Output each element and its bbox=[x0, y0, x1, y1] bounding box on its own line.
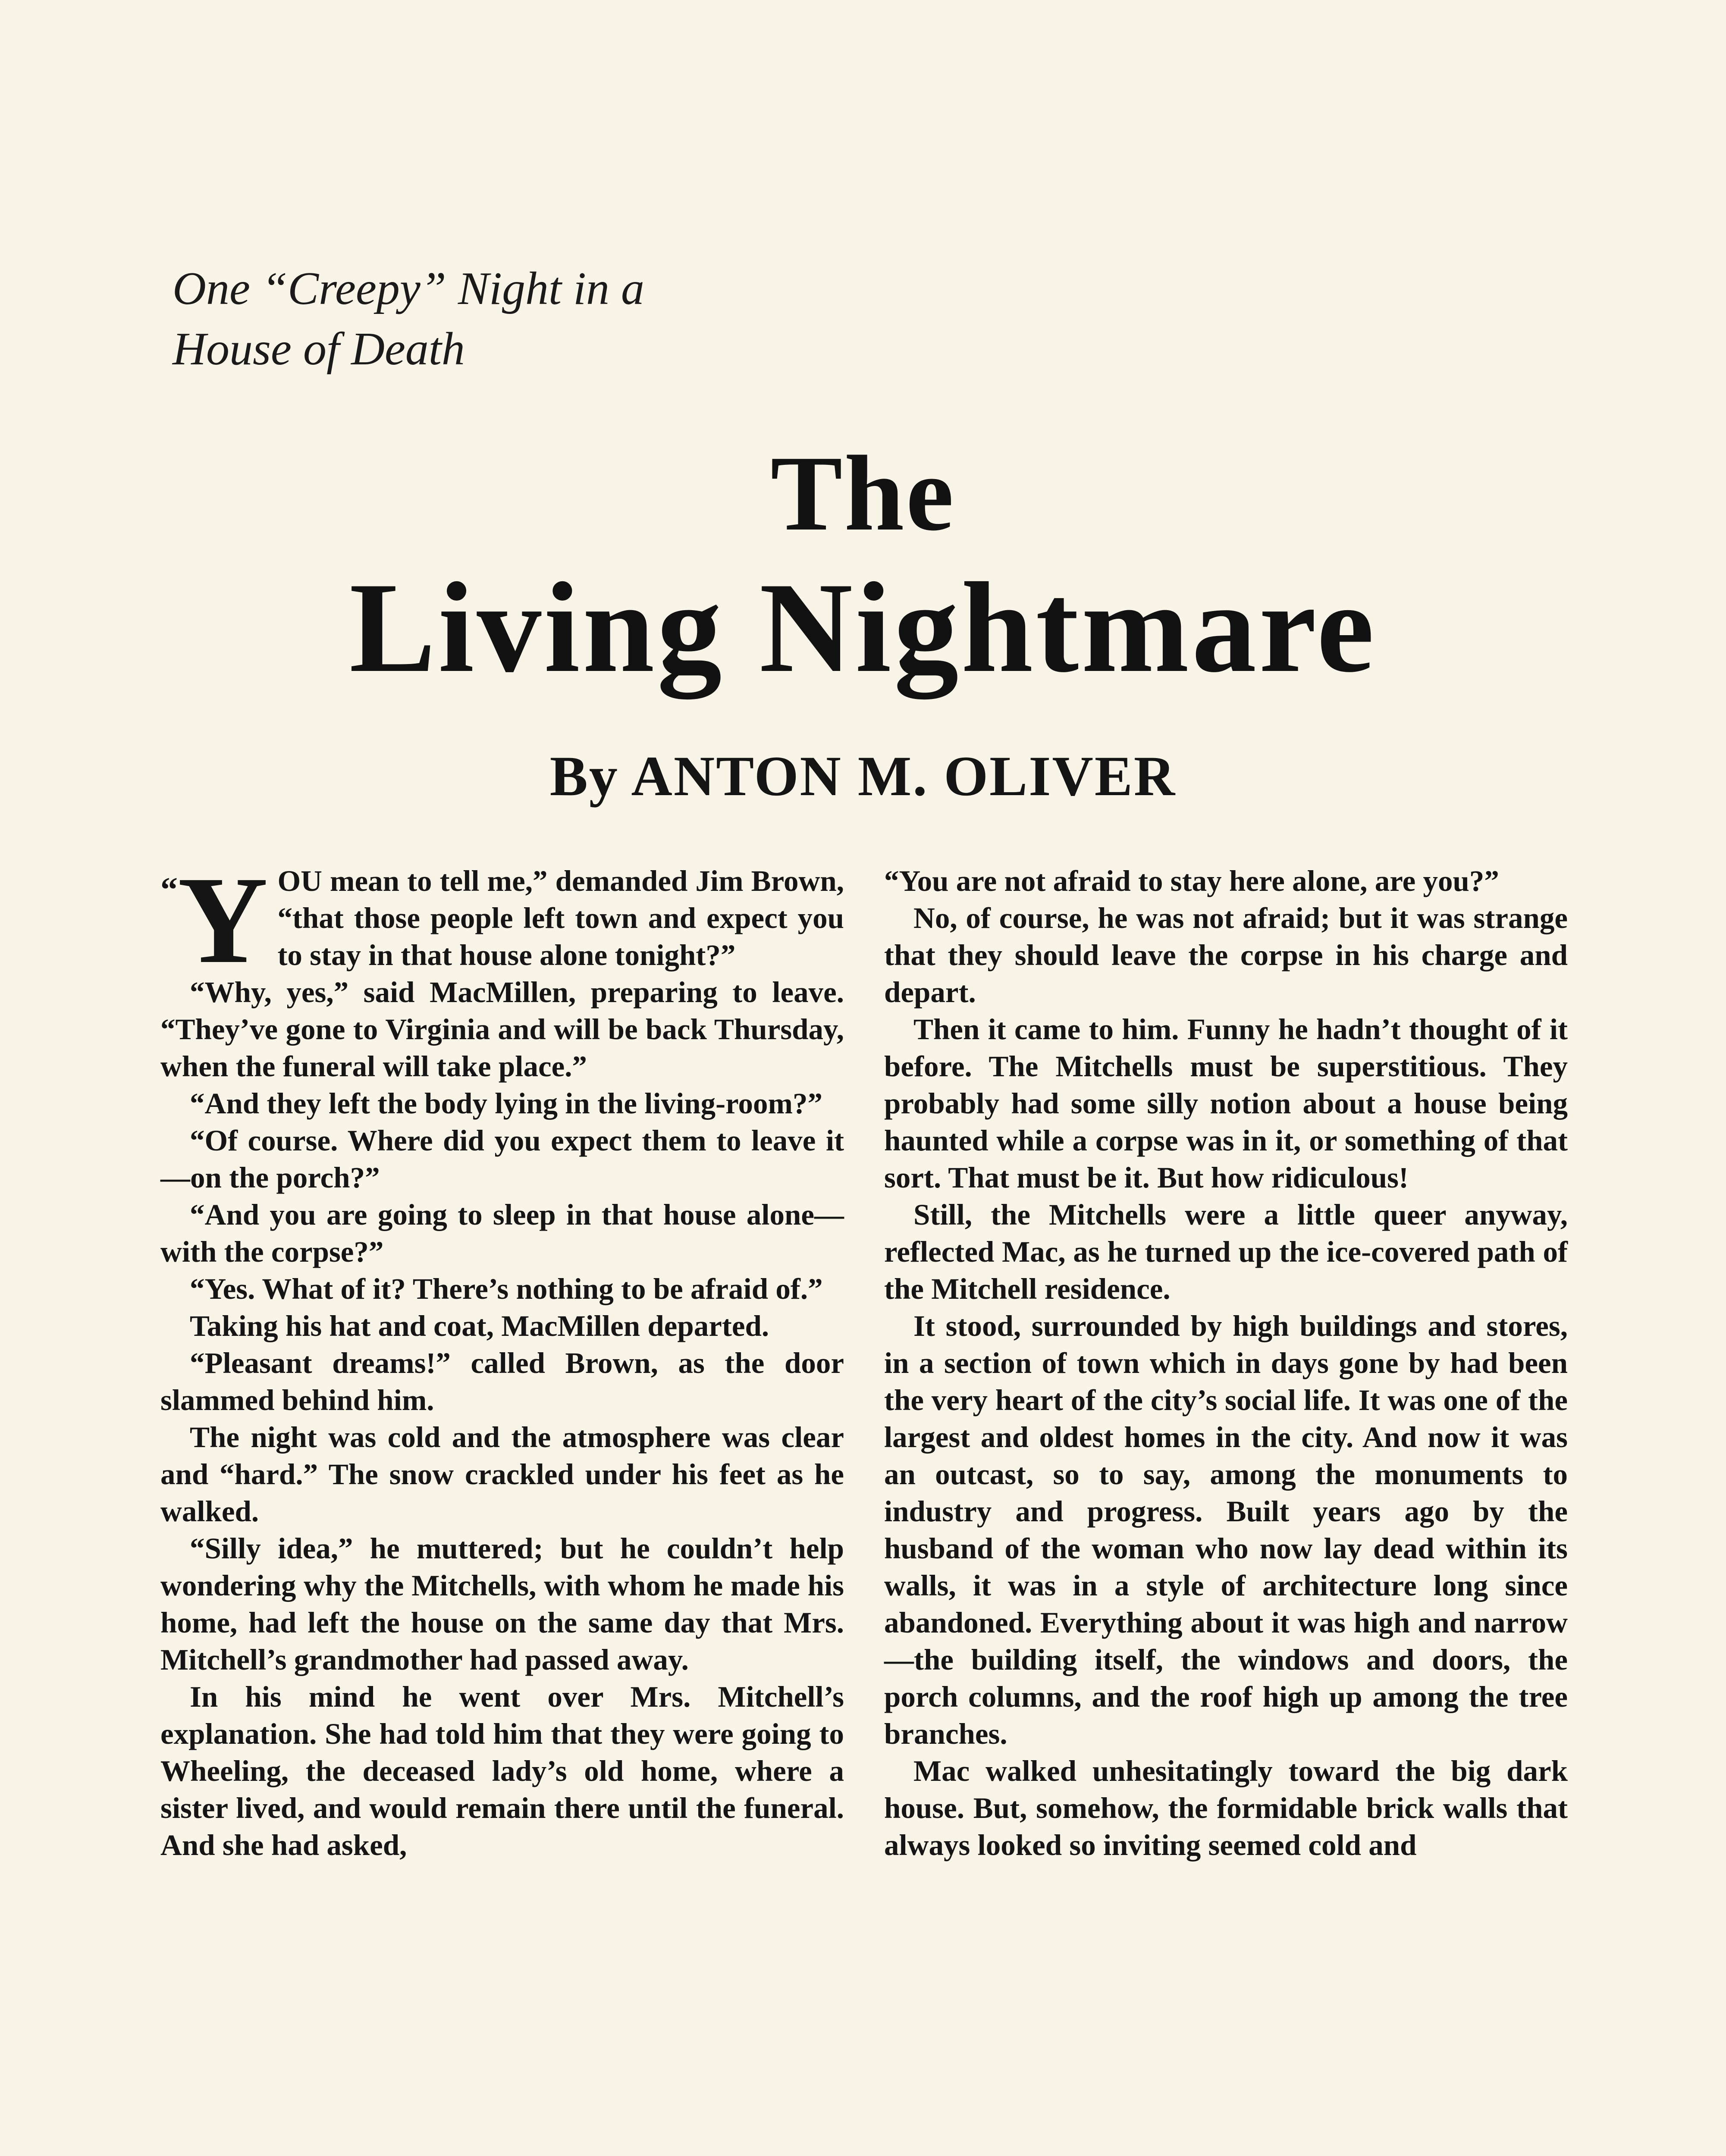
paragraph: The night was cold and the atmosphere was clear and “hard.” The snow crackled under his feet as he walked. bbox=[160, 1421, 844, 1528]
paragraph: “Yes. What of it? There’s nothing to be afraid of.” bbox=[190, 1272, 823, 1305]
paragraph: Still, the Mitchells were a little queer anyway, reflected Mac, as he turned up the ice-covered path of the Mitchell residence. bbox=[884, 1198, 1568, 1305]
text-column-right bbox=[884, 862, 1568, 1864]
paragraph: Then it came to him. Funny he hadn’t thought of it before. The Mitchells must be superstitious. They probably had some silly notion about a house being haunted while a corpse was in it, or something of that sort. That must be it. But how ridiculous! bbox=[884, 1013, 1568, 1194]
drop-cap: “Y bbox=[160, 851, 268, 989]
byline: By ANTON M. OLIVER bbox=[549, 744, 1177, 808]
paragraph: “You are not afraid to stay here alone, are you?” bbox=[884, 865, 1499, 897]
paragraph: Taking his hat and coat, MacMillen departed. bbox=[190, 1310, 769, 1342]
kicker-line-2: House of Death bbox=[173, 323, 465, 375]
paragraph: “Pleasant dreams!” called Brown, as the door slammed behind him. bbox=[160, 1347, 844, 1416]
paragraph: “And they left the body lying in the living-room?” bbox=[190, 1087, 822, 1120]
title-line-1: The bbox=[770, 434, 956, 553]
paragraph: In his mind he went over Mrs. Mitchell’s explanation. She had told him that they were going to Wheeling, the deceased lady’s old home, where a sister lived, and would remain there until the funeral. And she had asked, bbox=[160, 1680, 844, 1861]
paragraph: Mac walked unhesitatingly toward the big dark house. But, somehow, the formidable brick walls that always looked so inviting seemed cold and bbox=[884, 1755, 1568, 1861]
paragraph: “Silly idea,” he muttered; but he couldn’t help wondering why the Mitchells, with whom he made his home, had left the house on the same day that Mrs. Mitchell’s grandmother had passed away. bbox=[160, 1532, 844, 1676]
text-column-left bbox=[160, 851, 844, 1864]
kicker-line-1: One “Creepy” Night in a bbox=[173, 263, 644, 314]
story-title bbox=[155, 431, 1571, 699]
paragraph: “Y OU mean to tell me,” demanded Jim Brown, “that those people left town and expect you to stay in that house alone tonight?” bbox=[160, 851, 844, 989]
title-line-2: Living Nightmare bbox=[349, 556, 1377, 699]
paragraph: It stood, surrounded by high buildings and stores, in a section of town which in days gone by had been the very heart of the city’s social life. It was one of the largest and oldest homes in the city. And now it was an outcast, so to say, among the monuments to industry and progress. Built years ago by the husband of the woman who now lay dead within its walls, it was in a style of architecture long since abandoned. Everything about it was high and narrow—the building itself, the windows and doors, the porch columns, and the roof high up among the tree branches. bbox=[884, 1310, 1568, 1750]
paragraph: “Why, yes,” said MacMillen, preparing to leave. “They’ve gone to Virginia and will be back Thursday, when the funeral will take place.” bbox=[160, 976, 844, 1083]
paragraph: No, of course, he was not afraid; but it was strange that they should leave the corpse in his charge and depart. bbox=[884, 902, 1568, 1009]
paragraph: “Of course. Where did you expect them to leave it—on the porch?” bbox=[160, 1124, 844, 1194]
kicker bbox=[173, 259, 1035, 379]
paragraph: “And you are going to sleep in that house alone—with the corpse?” bbox=[160, 1198, 844, 1268]
